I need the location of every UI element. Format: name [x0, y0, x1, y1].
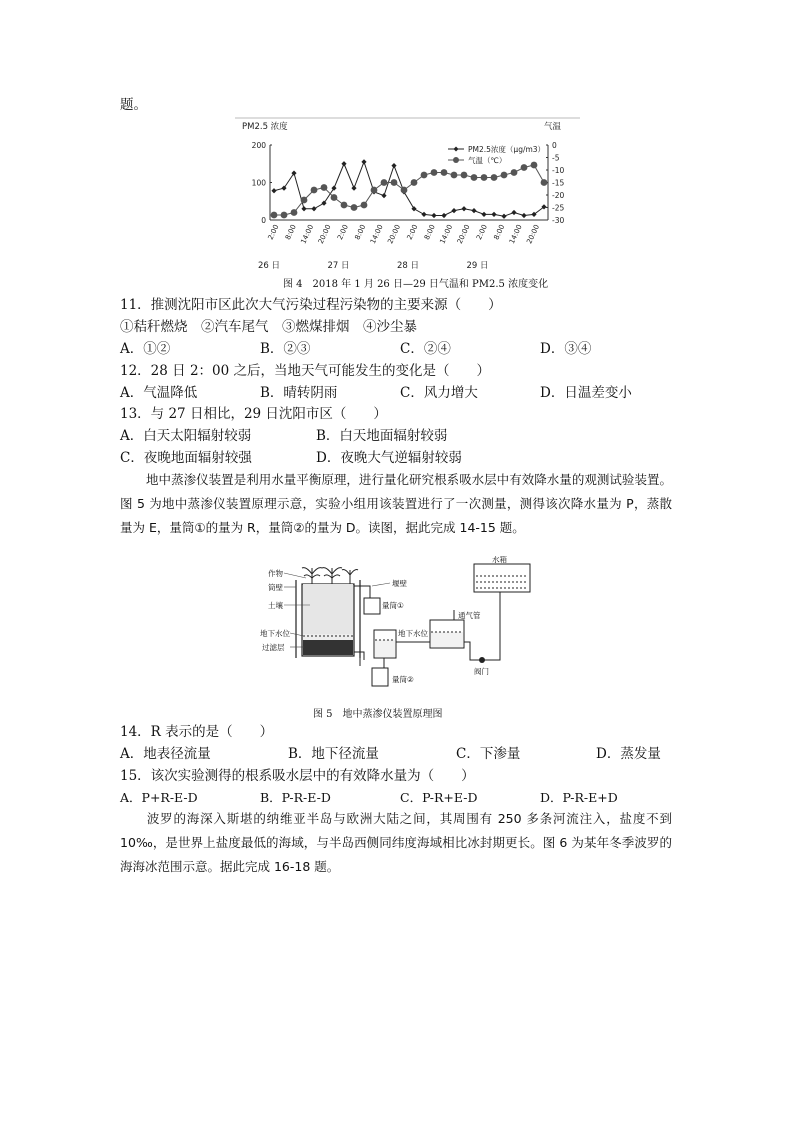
temperature-point [421, 172, 428, 179]
q13-option-d[interactable]: D．夜晚大气逆辐射较弱 [316, 450, 462, 466]
temperature-point [441, 169, 448, 176]
q11-option-c[interactable]: C．②④ [400, 341, 451, 357]
pm25-point [361, 159, 366, 164]
pm25-point [351, 186, 356, 191]
temperature-point [301, 197, 308, 204]
x-tick-label: 14:00 [507, 223, 524, 246]
x-tick-label: 14:00 [368, 223, 385, 246]
legend-pm25-marker [454, 147, 459, 152]
x-tick-label: 14:00 [299, 223, 316, 246]
label-soil: 土壤 [268, 601, 283, 610]
q11-option-b[interactable]: B．②③ [260, 341, 311, 357]
x-tick-label: 14:00 [438, 223, 455, 246]
temperature-point [401, 187, 408, 194]
x-tick-label: 8:00 [422, 223, 437, 242]
q15-option-c[interactable]: C．P-R+E-D [400, 790, 478, 805]
right-axis-title: 气温 [544, 122, 562, 132]
passage-baltic-sea: 波罗的海深入斯堪的纳维亚半岛与欧洲大陆之间，其周围有 250 多条河流注入，盐度不到 10‰，是世界上盐度最低的海域，与半岛西侧同纬度海域相比冰封期更长。图 6 为某年冬季波罗的海海冰范围示意。据此完成 16-18 题。 [120, 811, 672, 874]
pm25-point [331, 186, 336, 191]
temperature-point [531, 162, 538, 169]
pm25-point [441, 213, 446, 218]
label-cylinder-1: 量筒① [382, 601, 404, 610]
q12-option-b[interactable]: B．晴转阴雨 [260, 385, 338, 401]
temperature-point [341, 202, 348, 209]
x-tick-label: 2:00 [405, 223, 420, 242]
pm25-point [321, 201, 326, 206]
passage-lysimeter: 地中蒸渗仪装置是利用水量平衡原理，进行量化研究根系吸水层中有效降水量的观测试验装置。图 5 为地中蒸渗仪装置原理示意，实验小组用该装置进行了一次测量，测得该次降水量为 P，蒸散量为 E，量筒①的量为 R，量筒②的量为 D。读图，据此完成 14-15 题。 [120, 472, 672, 535]
legend-temperature-label: 气温（℃） [468, 156, 507, 165]
label-tank: 水箱 [492, 556, 507, 564]
left-axis-title: PM2.5 浓度 [242, 122, 288, 132]
question-11-stem: 11．推测沈阳市区此次大气污染过程污染物的主要来源（ ） [120, 297, 502, 313]
label-filter-layer: 过滤层 [262, 643, 285, 652]
right-tick-label: -15 [552, 178, 565, 188]
q13-option-c[interactable]: C．夜晚地面辐射较强 [120, 450, 252, 466]
temperature-point [271, 212, 278, 219]
temperature-point [521, 164, 528, 171]
pm25-point [481, 212, 486, 217]
label-weir: 堰壁 [392, 579, 407, 588]
label-groundwater-left: 地下水位 [260, 629, 290, 638]
temperature-point [471, 174, 478, 181]
q14-option-a[interactable]: A．地表径流量 [120, 746, 211, 762]
temperature-point [411, 179, 418, 186]
temperature-point [371, 187, 378, 194]
pm25-point [451, 208, 456, 213]
question-14-stem: 14．R 表示的是（ ） [120, 724, 274, 740]
q12-option-d[interactable]: D．日温差变小 [540, 385, 632, 401]
pm25-point [411, 206, 416, 211]
temperature-point [451, 172, 458, 179]
temperature-point [501, 172, 508, 179]
legend-temperature-marker [453, 157, 459, 163]
right-tick-label: -25 [552, 203, 565, 213]
x-tick-label: 20:00 [525, 223, 542, 246]
pm25-point [341, 161, 346, 166]
pm25-point [431, 213, 436, 218]
q12-option-a[interactable]: A．气温降低 [120, 385, 198, 401]
q14-option-c[interactable]: C．下渗量 [456, 746, 521, 762]
temperature-point [281, 212, 288, 219]
q15-option-d[interactable]: D．P-R-E+D [540, 790, 618, 805]
day-label: 26 日 [258, 261, 281, 271]
pm25-point [381, 193, 386, 198]
page-fragment: 题。 [120, 97, 147, 113]
pm25-point [501, 214, 506, 219]
q14-option-b[interactable]: B．地下径流量 [288, 746, 379, 762]
x-tick-label: 8:00 [492, 223, 507, 242]
figure-5-caption: 图 5 地中蒸渗仪装置原理图 [313, 709, 443, 720]
x-tick-label: 20:00 [455, 223, 472, 246]
temperature-point [331, 194, 338, 201]
x-tick-label: 8:00 [353, 223, 368, 242]
q13-option-b[interactable]: B．白天地面辐射较弱 [316, 428, 448, 444]
figure-5-diagram [260, 556, 540, 696]
temperature-point [361, 202, 368, 209]
pm25-point [511, 210, 516, 215]
q14-option-d[interactable]: D．蒸发量 [596, 746, 661, 762]
pm25-point [391, 163, 396, 168]
left-tick-label: 0 [261, 216, 266, 225]
pm25-point [281, 186, 286, 191]
label-groundwater-mid: 地下水位 [398, 629, 428, 638]
pm25-point [421, 212, 426, 217]
x-tick-label: 2:00 [475, 223, 490, 242]
x-tick-label: 2:00 [266, 223, 281, 242]
day-label: 27 日 [327, 261, 350, 271]
label-wall: 筒壁 [268, 583, 283, 592]
temperature-point [541, 179, 548, 186]
left-tick-label: 200 [251, 141, 266, 150]
figure-4-caption: 图 4 2018 年 1 月 26 日—29 日气温和 PM2.5 浓度变化 [283, 279, 549, 290]
temperature-point [321, 184, 328, 191]
label-valve: 阀门 [474, 667, 489, 676]
right-tick-label: 0 [552, 141, 557, 150]
temperature-point [391, 179, 398, 186]
temperature-point [491, 174, 498, 181]
q12-option-c[interactable]: C．风力增大 [400, 385, 478, 401]
x-tick-label: 20:00 [386, 223, 403, 246]
plot-area [252, 141, 565, 271]
q11-option-d[interactable]: D．③④ [540, 341, 592, 357]
label-cylinder-2: 量筒② [392, 675, 414, 684]
temperature-point [511, 169, 518, 176]
right-tick-label: -10 [552, 166, 565, 175]
pm25-point [311, 206, 316, 211]
q15-option-a[interactable]: A．P+R-E-D [120, 790, 198, 805]
question-15-stem: 15．该次实验测得的根系吸水层中的有效降水量为（ ） [120, 768, 475, 784]
temperature-point [291, 209, 298, 216]
label-crop: 作物 [268, 569, 283, 578]
x-tick-label: 2:00 [336, 223, 351, 242]
day-label: 29 日 [466, 261, 489, 271]
temperature-point [461, 172, 468, 179]
question-11-items: ①秸秆燃烧 ②汽车尾气 ③燃煤排烟 ④沙尘暴 [120, 319, 417, 335]
right-tick-label: -30 [552, 216, 565, 225]
q13-option-a[interactable]: A．白天太阳辐射较弱 [120, 428, 252, 444]
question-12-stem: 12．28 日 2：00 之后，当地天气可能发生的变化是（ ） [120, 363, 490, 379]
q15-option-b[interactable]: B．P-R-E-D [260, 790, 331, 805]
x-tick-label: 20:00 [316, 223, 333, 246]
temperature-point [431, 169, 438, 176]
pm25-point [491, 212, 496, 217]
q11-option-a[interactable]: A．①② [120, 341, 171, 357]
left-tick-label: 100 [251, 178, 266, 188]
question-13-stem: 13．与 27 日相比，29 日沈阳市区（ ） [120, 406, 387, 422]
temperature-point [381, 179, 388, 186]
label-vent-pipe: 通气管 [458, 611, 481, 620]
x-tick-label: 8:00 [283, 223, 298, 242]
pm25-point [301, 206, 306, 211]
pm25-point [291, 171, 296, 176]
day-label: 28 日 [397, 261, 420, 271]
right-tick-label: -20 [552, 191, 565, 200]
legend-pm25-label: PM2.5浓度（μg/m3） [468, 145, 546, 154]
pm25-point [471, 208, 476, 213]
temperature-point [311, 187, 318, 194]
temperature-point [481, 174, 488, 181]
pm25-point [271, 188, 276, 193]
pm25-point [521, 213, 526, 218]
right-tick-label: -5 [552, 153, 560, 163]
crop-plants [302, 568, 358, 584]
pm25-point [461, 206, 466, 211]
temperature-point [351, 204, 358, 211]
figure-4-chart [230, 115, 590, 275]
